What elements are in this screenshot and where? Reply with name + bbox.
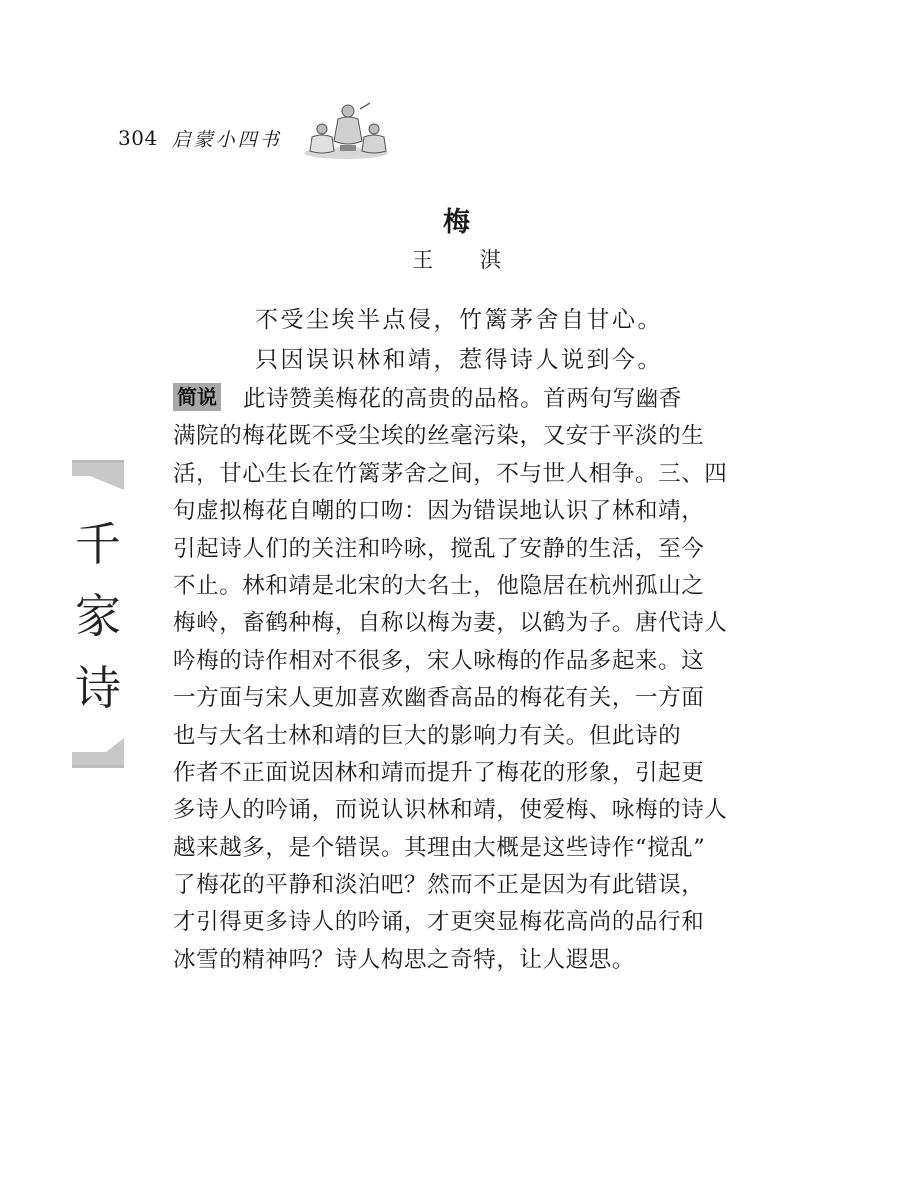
commentary-line: 引起诗人们的关注和吟咏，搅乱了安静的生活，至今 xyxy=(173,535,705,562)
page-number: 304 xyxy=(118,126,158,150)
side-tab-char: 千 xyxy=(75,517,121,571)
commentary-line: 不止。林和靖是北宋的大名士，他隐居在杭州孤山之 xyxy=(173,572,705,599)
commentary-line xyxy=(173,381,745,418)
commentary-line: 也与大名士林和靖的巨大的影响力有关。但此诗的 xyxy=(173,722,682,749)
commentary xyxy=(173,381,745,979)
side-tab-char: 家 xyxy=(75,589,121,643)
commentary-line: 句虚拟梅花自嘲的口吻：因为错误地认识了林和靖， xyxy=(173,498,705,525)
commentary-line: 活，甘心生长在竹篱茅舍之间，不与世人相争。三、四 xyxy=(173,460,728,487)
poem-line: 只因误识林和靖，惹得诗人说到今。 xyxy=(255,347,663,373)
commentary-line-text: 此诗赞美梅花的高贵的品格。首两句写幽香 xyxy=(243,386,682,412)
poem-author: 王 淇 xyxy=(412,248,521,272)
commentary-line: 越来越多，是个错误。其理由大概是这些诗作“搅乱” xyxy=(173,834,706,861)
bracket-bottom-icon xyxy=(72,738,124,768)
bracket-top-icon xyxy=(72,460,124,490)
commentary-line: 一方面与宋人更加喜欢幽香高品的梅花有关，一方面 xyxy=(173,685,705,712)
scholars-illustration-icon xyxy=(300,101,392,161)
commentary-line: 吟梅的诗作相对不很多，宋人咏梅的作品多起来。这 xyxy=(173,647,705,674)
side-tab-char: 诗 xyxy=(75,661,121,715)
commentary-line: 满院的梅花既不受尘埃的丝毫污染，又安于平淡的生 xyxy=(173,423,705,450)
commentary-line: 梅岭，畜鹤种梅，自称以梅为妻，以鹤为子。唐代诗人 xyxy=(173,610,728,637)
commentary-line: 多诗人的吟诵，而说认识林和靖，使爱梅、咏梅的诗人 xyxy=(173,797,728,824)
side-tab-title xyxy=(72,508,124,724)
commentary-line: 了梅花的平静和淡泊吧？然而不正是因为有此错误， xyxy=(173,872,705,899)
commentary-tag: 简说 xyxy=(173,383,221,411)
book-title: 启蒙小四书 xyxy=(171,128,282,151)
poem-line: 不受尘埃半点侵，竹篱茅舍自甘心。 xyxy=(255,307,663,333)
side-section-tab xyxy=(72,460,124,768)
page-header xyxy=(118,118,392,158)
poem-body xyxy=(255,300,663,380)
commentary-line: 冰雪的精神吗？诗人构思之奇特，让人遐思。 xyxy=(173,946,636,973)
commentary-line: 作者不正面说因林和靖而提升了梅花的形象，引起更 xyxy=(173,759,705,786)
commentary-line: 才引得更多诗人的吟诵，才更突显梅花高尚的品行和 xyxy=(173,909,705,936)
poem-title: 梅 xyxy=(443,207,470,238)
